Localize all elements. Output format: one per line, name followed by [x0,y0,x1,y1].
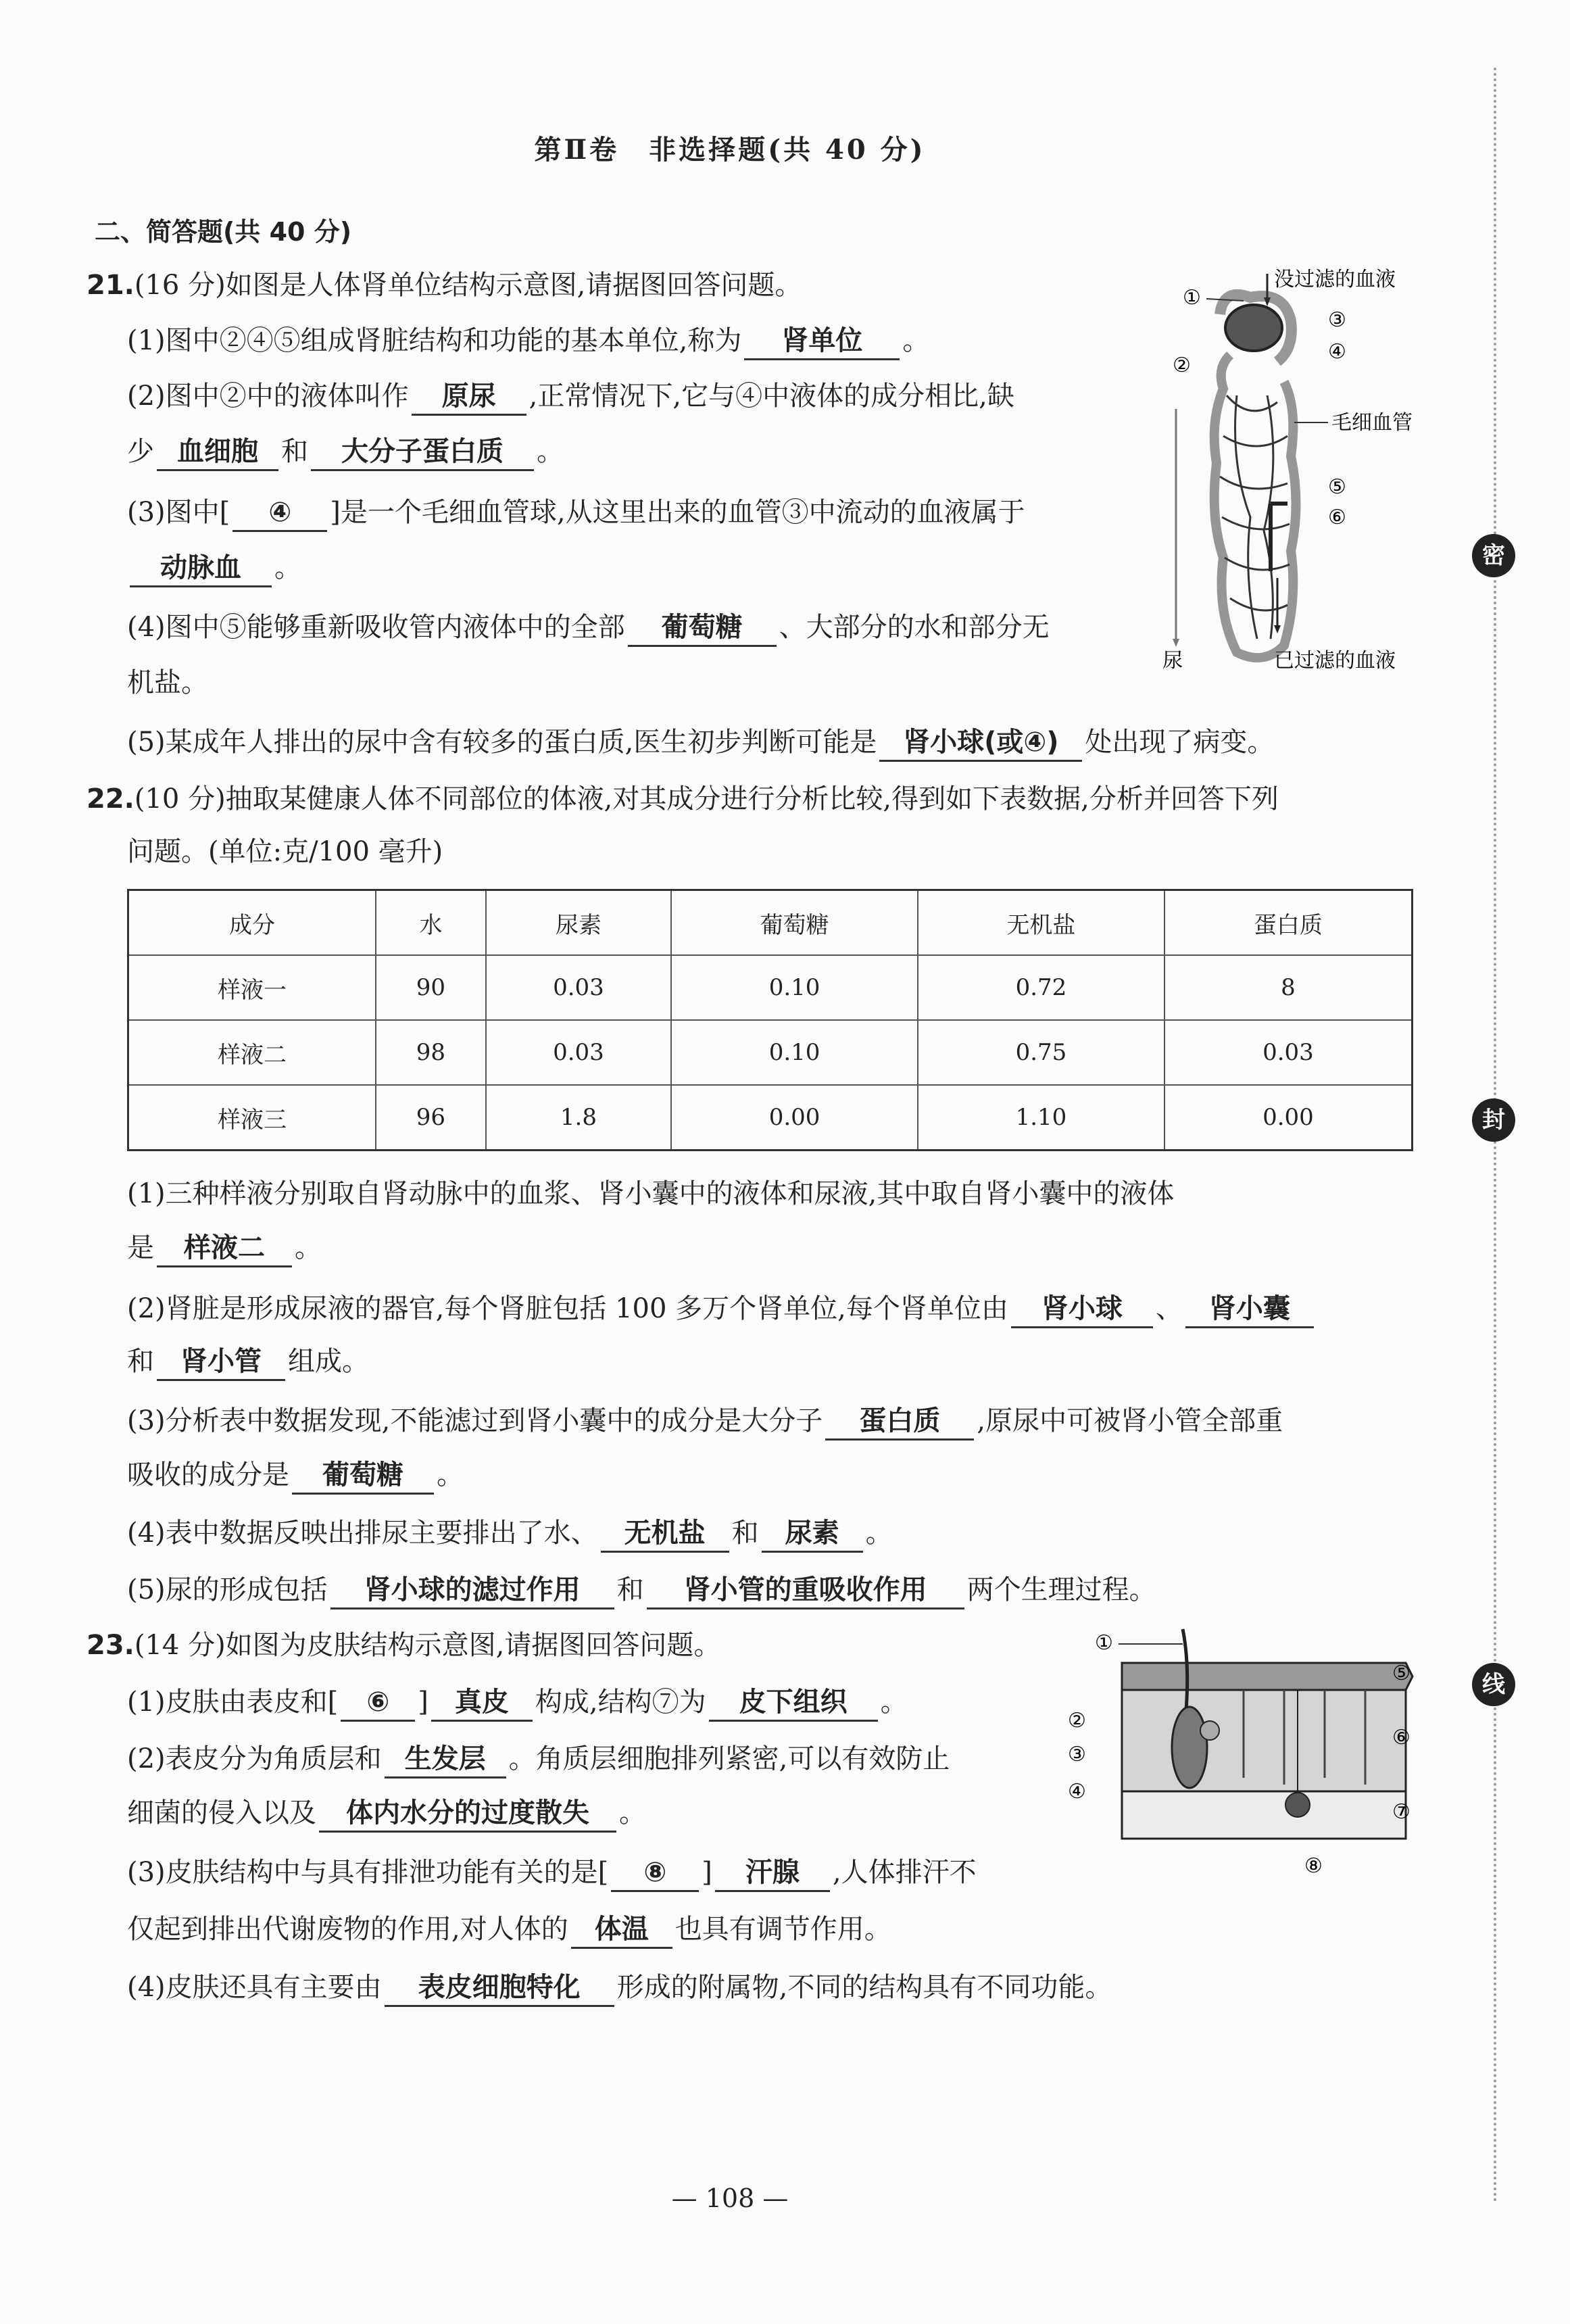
marker-3: ③ [1068,1743,1086,1766]
marker-7: ⑦ [1392,1800,1410,1824]
table-cell: 0.10 [671,955,918,1020]
table-cell: 90 [376,955,486,1020]
q22-part3-cont [127,1455,464,1495]
marker-6: ⑥ [1328,506,1346,529]
q21-answer-4: 葡萄糖 [628,610,777,647]
q23-p1-text: (1)皮肤由表皮和[ [127,1687,339,1718]
q21-p3-end: 。 [274,552,301,583]
table-header-cell: 无机盐 [918,890,1164,956]
q23-p3-end: 也具有调节作用。 [674,1914,891,1945]
q22-part1 [127,1173,1174,1214]
table-cell: 样液三 [128,1085,376,1151]
seal-xian: 线 [1472,1663,1515,1706]
q22-p2-and: 和 [127,1346,154,1377]
q23-stem-line [87,1625,720,1666]
renal-tubule [1215,355,1296,658]
q22-p1-end: 。 [295,1232,322,1263]
q21-p5-text: (5)某成年人排出的尿中含有较多的蛋白质,医生初步判断可能是 [127,727,877,758]
q23-p2-end: 。 [619,1797,646,1829]
q22-part2 [127,1288,1317,1329]
q21-p2-text-d: 和 [281,436,308,467]
q23-p2-text-c: 细菌的侵入以及 [127,1797,316,1829]
q23-part3 [127,1852,977,1893]
q23-p4-text: (4)皮肤还具有主要由 [127,1972,382,2003]
label-urine: 尿 [1162,649,1183,673]
q21-p4-end: 机盐。 [127,667,208,698]
q21-answer-1: 肾单位 [744,323,900,360]
q22-answer-5a: 肾小球的滤过作用 [330,1572,614,1609]
q21-part2 [127,376,1014,416]
marker-2: ② [1173,354,1191,377]
table-cell: 1.8 [486,1085,671,1151]
q23-answer-3c: 体温 [571,1912,672,1949]
q21-answer-2a: 原尿 [412,379,526,416]
q21-stem-line [87,265,802,306]
table-header-cell: 成分 [128,890,376,956]
table-cell: 0.00 [671,1085,918,1151]
seal-mi: 密 [1472,534,1515,577]
q22-p5-end: 两个生理过程。 [966,1574,1156,1605]
marker-2: ② [1068,1709,1086,1733]
nephron-diagram [1149,260,1433,693]
q22-p2-sep: 、 [1155,1293,1183,1324]
table-cell: 0.03 [486,955,671,1020]
q22-stem: (10 分)抽取某健康人体不同部位的体液,对其成分进行分析比较,得到如下表数据,分析并回答下列 [134,783,1279,815]
q22-p3-text-b: ,原尿中可被肾小管全部重 [977,1405,1283,1436]
table-header-cell: 蛋白质 [1164,890,1413,956]
q23-part2-cont [127,1793,646,1833]
data-table [127,889,1413,1151]
q21-p3-text-b: ]是一个毛细血管球,从这里出来的血管③中流动的血液属于 [330,497,1025,528]
subcutaneous-layer [1122,1791,1406,1839]
table-cell: 0.10 [671,1020,918,1085]
page-number: — 108 — [671,2183,789,2213]
q21-part4 [127,607,1050,648]
q21-p4-text-b: 、大部分的水和部分无 [779,612,1050,643]
q22-stem-line [87,779,1279,819]
q22-stem-unit: 问题。(单位:克/100 毫升) [127,836,443,867]
q23-p3-bracket: ] [702,1857,712,1888]
q22-answer-2c: 肾小管 [157,1344,285,1381]
q21-part2-cont [127,431,564,472]
epidermis-layer [1122,1663,1413,1690]
table-cell: 0.00 [1164,1085,1413,1151]
q22-answer-3b: 葡萄糖 [292,1457,434,1495]
q21-p2-text: (2)图中②中的液体叫作 [127,381,409,412]
q22-p4-and: 和 [731,1518,759,1549]
q23-answer-1b: 真皮 [431,1685,533,1722]
q23-p1-end: 。 [880,1687,908,1718]
q22-p4-text: (4)表中数据反映出排尿主要排出了水、 [127,1518,598,1549]
q21-p1-text: (1)图中②④⑤组成肾脏结构和功能的基本单位,称为 [127,325,742,356]
q23-number: 23. [87,1630,134,1661]
q21-number: 21. [87,270,134,301]
table-header-row [128,890,1413,956]
q21-part3 [127,492,1025,533]
label-filtered-blood: 已过滤的血液 [1274,649,1396,673]
q22-part2-cont [127,1341,369,1382]
sweat-gland [1285,1793,1310,1817]
q21-answer-3a: ④ [232,495,327,532]
table-row [128,1085,1413,1151]
q21-part4-cont [127,662,208,703]
q23-p3-text-d: 仅起到排出代谢废物的作用,对人体的 [127,1914,568,1945]
q23-part2 [127,1739,950,1779]
marker-1: ① [1095,1631,1113,1655]
q22-part1-cont [127,1228,322,1268]
q22-number: 22. [87,783,134,815]
q21-p2-text-c: 少 [127,436,154,467]
marker-5: ⑤ [1328,475,1346,499]
skin-diagram [1054,1622,1433,1893]
table-cell: 样液一 [128,955,376,1020]
q23-part1 [127,1682,908,1722]
table-header-cell: 葡萄糖 [671,890,918,956]
table-cell: 0.75 [918,1020,1164,1085]
q21-stem: (16 分)如图是人体肾单位结构示意图,请据图回答问题。 [134,270,802,301]
table-row [128,955,1413,1020]
page-title: 第Ⅱ卷 非选择题(共 40 分) [534,134,926,166]
q21-p2-end: 。 [537,436,564,467]
table-cell: 样液二 [128,1020,376,1085]
q21-part3-cont [127,548,301,588]
q21-answer-3b: 动脉血 [130,550,272,587]
q23-answer-3b: 汗腺 [715,1855,830,1892]
marker-4: ④ [1068,1780,1086,1803]
q22-p4-end: 。 [865,1518,893,1549]
q22-answer-4b: 尿素 [762,1516,863,1553]
glomerulus [1225,305,1282,351]
marker-3: ③ [1328,308,1346,332]
q23-part3-cont [127,1909,891,1950]
q22-part3 [127,1401,1283,1441]
q23-p2-text: (2)表皮分为角质层和 [127,1743,382,1774]
marker-6: ⑥ [1392,1726,1410,1749]
q22-stem-line2 [127,831,443,872]
q23-p3-text-c: ,人体排汗不 [832,1857,977,1888]
q22-answer-3a: 蛋白质 [825,1403,974,1441]
q23-p2-text-b: 。角质层细胞排列紧密,可以有效防止 [508,1743,950,1774]
q22-answer-2b: 肾小囊 [1185,1291,1314,1328]
table-row [128,1020,1413,1085]
q22-part5 [127,1570,1156,1610]
marker-4: ④ [1328,340,1346,364]
q23-p1-bracket: ] [418,1687,428,1718]
table-header-cell: 尿素 [486,890,671,956]
q22-part4 [127,1513,893,1553]
label-capillary: 毛细血管 [1331,411,1413,435]
q22-p5-and: 和 [616,1574,644,1605]
q22-p2-end: 组成。 [288,1346,369,1377]
q21-answer-2c: 大分子蛋白质 [311,434,534,471]
q21-part5 [127,722,1274,762]
q23-answer-2a: 生发层 [385,1741,506,1778]
q23-answer-4: 表皮细胞特化 [385,1970,614,2007]
q22-p3-end: 。 [437,1459,464,1491]
q23-answer-1c: 皮下组织 [709,1685,878,1722]
q21-part1 [127,320,929,361]
section-title: 二、简答题(共 40 分) [95,217,352,247]
q22-p3-text-c: 吸收的成分是 [127,1459,289,1491]
table-cell: 0.03 [486,1020,671,1085]
q22-p3-text: (3)分析表中数据发现,不能滤过到肾小囊中的成分是大分子 [127,1405,823,1436]
q22-answer-4a: 无机盐 [601,1516,729,1553]
marker-1: ① [1183,286,1201,310]
q23-part4 [127,1967,1112,2008]
q21-p5-end: 处出现了病变。 [1085,727,1275,758]
q21-answer-2b: 血细胞 [157,434,278,471]
q23-answer-2b: 体内水分的过度散失 [319,1795,616,1833]
q22-p1-text: (1)三种样液分别取自肾动脉中的血浆、肾小囊中的液体和尿液,其中取自肾小囊中的液体 [127,1178,1175,1209]
marker-8: ⑧ [1304,1854,1323,1878]
q23-p4-end: 形成的附属物,不同的结构具有不同功能。 [616,1972,1112,2003]
q22-answer-5b: 肾小管的重吸收作用 [647,1572,964,1609]
q23-p1-text-c: 构成,结构⑦为 [535,1687,706,1718]
q22-p5-text: (5)尿的形成包括 [127,1574,328,1605]
q21-answer-5: 肾小球(或④) [879,725,1082,762]
q21-p4-text: (4)图中⑤能够重新吸收管内液体中的全部 [127,612,625,643]
q21-p2-text-b: ,正常情况下,它与④中液体的成分相比,缺 [529,381,1014,412]
seal-feng: 封 [1472,1098,1515,1142]
q23-answer-3a: ⑧ [611,1855,699,1892]
table-cell: 0.03 [1164,1020,1413,1085]
q22-answer-1: 样液二 [157,1230,292,1267]
table-cell: 0.72 [918,955,1164,1020]
table-header-cell: 水 [376,890,486,956]
table-cell: 8 [1164,955,1413,1020]
q23-p3-text: (3)皮肤结构中与具有排泄功能有关的是[ [127,1857,609,1888]
label-unfiltered-blood: 没过滤的血液 [1274,268,1396,291]
table-cell: 1.10 [918,1085,1164,1151]
q23-stem: (14 分)如图为皮肤结构示意图,请据图回答问题。 [134,1630,721,1661]
marker-5: ⑤ [1392,1662,1410,1685]
q23-answer-1a: ⑥ [341,1685,415,1722]
q21-p3-text: (3)图中[ [127,497,230,528]
table-cell: 98 [376,1020,486,1085]
table-cell: 96 [376,1085,486,1151]
dermis-layer [1122,1690,1406,1791]
q22-p1-text-b: 是 [127,1232,154,1263]
hair-follicle [1172,1707,1207,1788]
q22-p2-text: (2)肾脏是形成尿液的器官,每个肾脏包括 100 多万个肾单位,每个肾单位由 [127,1293,1008,1324]
q22-answer-2a: 肾小球 [1011,1291,1153,1328]
q21-p1-end: 。 [902,325,930,356]
